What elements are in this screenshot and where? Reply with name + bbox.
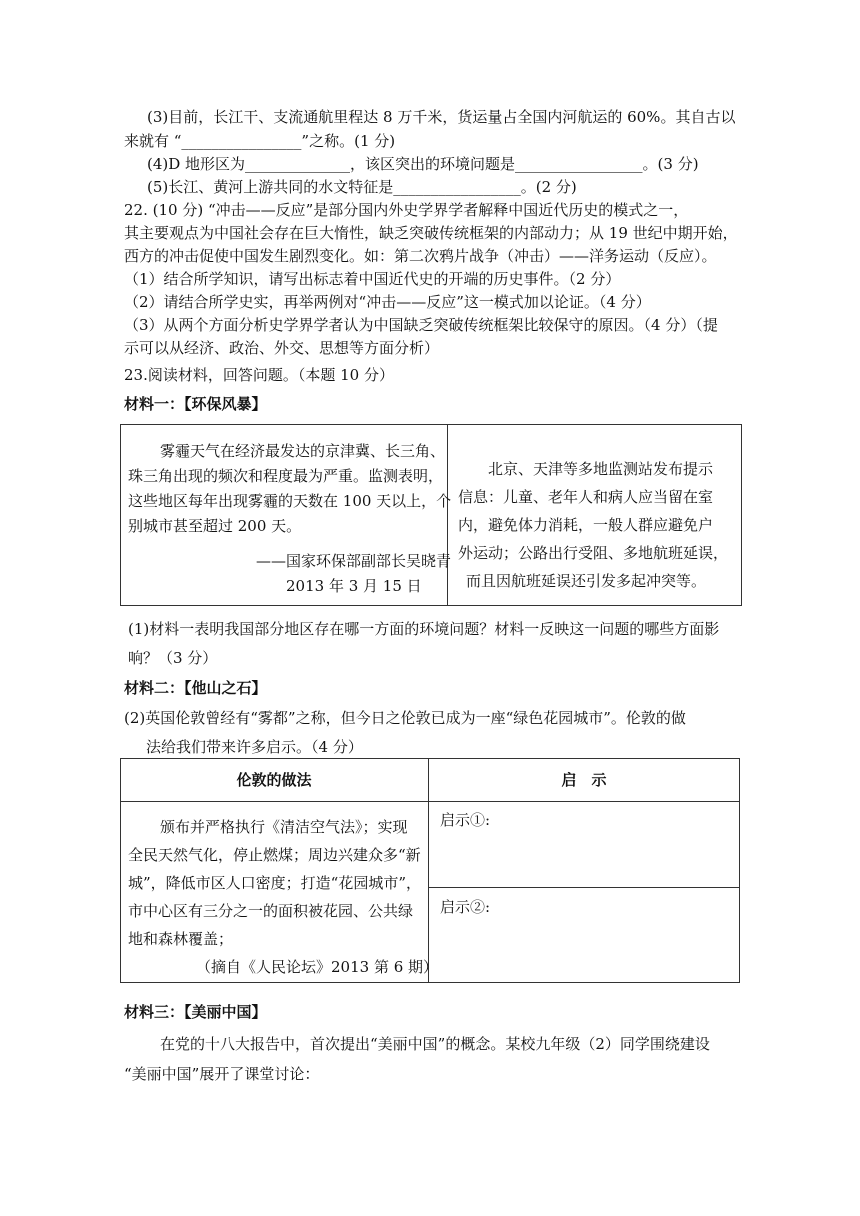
material2-title: 材料二：【他山之石】 [124,679,267,697]
q22-line2: 其主要观点为中国社会存在巨大惰性，缺乏突破传统框架的内部动力；从 19 世纪中期开始， [124,224,738,242]
material1-right-line: 信息：儿童、老年人和病人应当留在室 [458,488,714,506]
table-practice-line: 市中心区有三分之一的面积被花园、公共绿 [128,902,414,920]
q21-part4: (4)D 地形区为______________，该区突出的环境问题是_________________。(3 分) [147,155,699,173]
q23-question2-line2: 法给我们带来许多启示。（4 分） [146,738,363,756]
table-header-insight: 启 示 [561,771,607,789]
material1-source: ——国家环保部副部长吴晓青 [256,552,452,570]
material1-left-line: 雾霾天气在经济最发达的京津冀、长三角、 [160,442,446,460]
q23-question1-line2: 响？（3 分） [128,649,218,667]
material1-left-line: 这些地区每年出现雾霾的天数在 100 天以上，个 [128,492,452,510]
material1-right-line: 外运动；公路出行受阻、多地航班延误， [458,544,729,562]
q22-sub3-line1: （3）从两个方面分析史学界学者认为中国缺乏突破传统框架比较保守的原因。（4 分）（提 [124,316,718,334]
table-practice-line: 地和森林覆盖； [128,930,234,948]
table-header-practice: 伦敦的做法 [236,771,312,789]
q21-part3-line2: 来就有 “________________”之称。(1 分) [124,132,396,150]
q23-question1-line1: (1)材料一表明我国部分地区存在哪一方面的环境问题？材料一反映这一问题的哪些方面影 [128,620,720,638]
q21-part3-line1: (3)目前，长江干、支流通航里程达 8 万千米，货运量占全国内河航运的 60%。其自古以 [147,108,736,126]
material3-line1: 在党的十八大报告中，首次提出“美丽中国”的概念。某校九年级（2）同学围绕建设 [160,1035,710,1053]
material1-left-line: 珠三角出现的频次和程度最为严重。监测表明， [128,467,444,485]
q23-question2-line1: (2)英国伦敦曾经有“雾都”之称，但今日之伦敦已成为一座“绿色花园城市”。伦敦的做 [124,709,686,727]
table-practice-line: 全民天然气化，停止燃煤；周边兴建众多“新 [128,846,421,864]
material3-title: 材料三：【美丽中国】 [124,1003,267,1021]
q22-line3: 西方的冲击促使中国发生剧烈变化。如：第二次鸦片战争（冲击）——洋务运动（反应）。 [124,247,717,265]
q21-part5: (5)长江、黄河上游共同的水文特征是_________________。(2 分) [147,178,577,196]
material1-right-line: 内，避免体力消耗，一般人群应避免户 [458,516,714,534]
q22-sub1: （1）结合所学知识，请写出标志着中国近代史的开端的历史事件。（2 分） [124,270,621,288]
material1-left-line: 别城市甚至超过 200 天。 [128,517,302,535]
table-insight-1-label: 启示①: [440,811,491,829]
table-insight-2-label: 启示②: [440,898,491,916]
material1-title: 材料一：【环保风暴】 [124,395,267,413]
table-practice-line: 城”，降低市区人口密度；打造“花园城市”， [128,874,422,892]
london-table-hint-rule [428,887,740,888]
material1-right-line: 北京、天津等多地监测站发布提示 [488,460,714,478]
material1-right-line: 而且因航班延误还引发多起冲突等。 [466,572,707,590]
q22-sub2: （2）请结合所学史实，再举两例对“冲击——反应”这一模式加以论证。（4 分） [124,293,651,311]
material1-date: 2013 年 3 月 15 日 [286,577,422,595]
london-table-header-rule [120,801,740,802]
q22-sub3-line2: 示可以从经济、政治、外交、思想等方面分析） [124,339,440,357]
material1-divider [447,424,448,606]
table-practice-line: 颁布并严格执行《清洁空气法》；实现 [160,818,408,836]
q23-intro: 23.阅读材料，回答问题。（本题 10 分） [124,366,394,384]
material3-line2: “美丽中国”展开了课堂讨论： [124,1065,320,1083]
table-practice-source: （摘自《人民论坛》2013 第 6 期） [196,958,439,976]
q22-line1: 22. (10 分) “冲击——反应”是部分国内外史学界学者解释中国近代历史的模式之一， [124,201,689,219]
